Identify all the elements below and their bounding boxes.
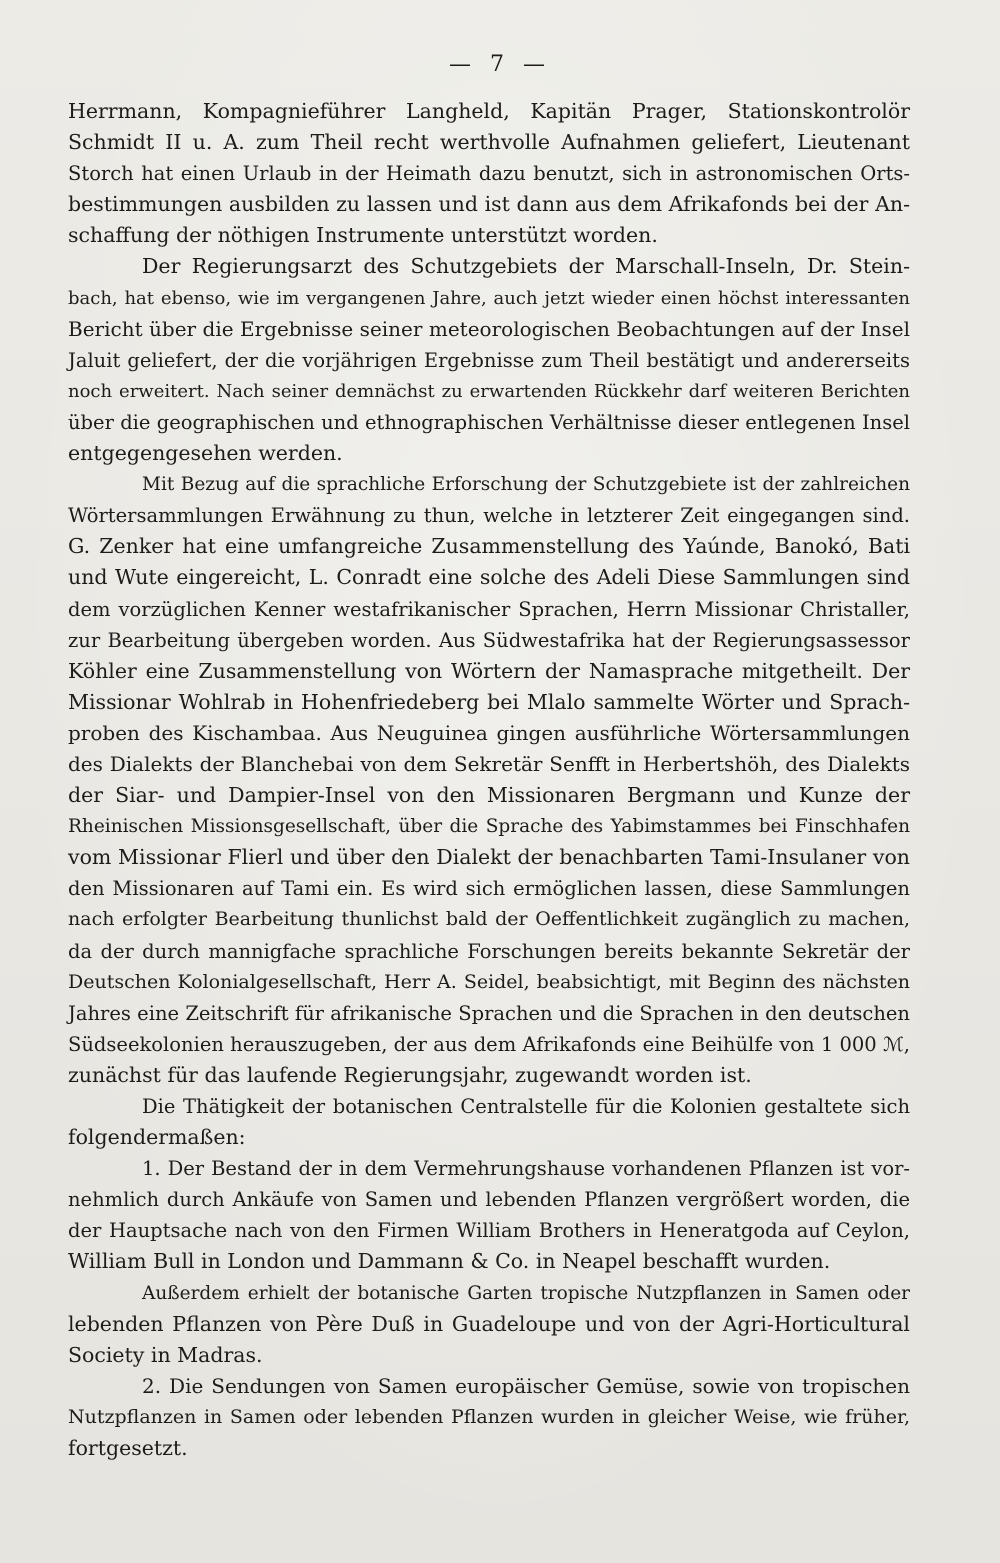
text-line: folgendermaßen: (68, 1125, 246, 1150)
text-line: zunächst für das laufende Regierungsjahr, zugewandt worden ist. (68, 1062, 752, 1087)
text-line: dem vorzüglichen Kenner westafrikanischer Sprachen, Herrn Missionar Christaller, (68, 597, 910, 621)
text-line: Nutzpflanzen in Samen oder lebenden Pflanzen wurden in gleicher Weise, wie früher, (68, 1405, 910, 1428)
text-line: Jaluit geliefert, der die vorjährigen Ergebnisse zum Theil bestätigt und andererseits (68, 348, 910, 372)
text-line: der Hauptsache nach von den Firmen William Brothers in Heneratgoda auf Ceylon, (68, 1219, 910, 1243)
text-line: William Bull in London und Dammann & Co. in Neapel beschafft wurden. (68, 1249, 831, 1274)
text-line: Jahres eine Zeitschrift für afrikanische Sprachen und die Sprachen in den deutschen (68, 1001, 910, 1025)
text-line: zur Bearbeitung übergeben worden. Aus Südwestafrika hat der Regierungsassessor (68, 628, 910, 652)
text-line: nehmlich durch Ankäufe von Samen und lebenden Pflanzen vergrößert worden, die (68, 1188, 910, 1212)
text-line: Köhler eine Zusammenstellung von Wörtern der Namasprache mitgetheilt. Der (68, 658, 910, 683)
text-line: Mit Bezug auf die sprachliche Erforschung der Schutzgebiete ist der zahlreichen (142, 474, 910, 496)
text-line: 2. Die Sendungen von Samen europäischer Gemüse, sowie von tropischen (142, 1373, 910, 1398)
text-line: Missionar Wohlrab in Hohenfriedeberg bei Mlalo sammelte Wörter und Sprach- (68, 689, 910, 714)
text-line: Bericht über die Ergebnisse seiner meteorologischen Beobachtungen auf der Insel (68, 316, 910, 341)
text-line: da der durch mannigfache sprachliche Forschungen bereits bekannte Sekretär der (68, 939, 910, 963)
text-line: entgegengesehen werden. (68, 441, 343, 466)
text-line: Die Thätigkeit der botanischen Centralstelle für die Kolonien gestaltete sich (142, 1095, 910, 1118)
text-line: des Dialekts der Blanchebai von dem Sekretär Senfft in Herbertshöh, des Dialekts (68, 751, 910, 776)
text-line: Schmidt II u. A. zum Theil recht werthvolle Aufnahmen geliefert, Lieutenant (68, 130, 910, 155)
text-line: Rheinischen Missionsgesellschaft, über die Sprache des Yabimstammes bei Finschhafen (68, 816, 910, 838)
text-line: Südseekolonien herauszugeben, der aus dem Afrikafonds eine Beihülfe von 1 000 ℳ, (68, 1032, 910, 1056)
text-line: 1. Der Bestand der in dem Vermehrungshause vorhandenen Pflanzen ist vor- (142, 1157, 910, 1181)
text-line: G. Zenker hat eine umfangreiche Zusammenstellung des Yaúnde, Banokó, Bati (68, 534, 910, 559)
text-line: Außerdem erhielt der botanische Garten tropische Nutzpflanzen in Samen oder (142, 1282, 910, 1304)
text-line: Deutschen Kolonialgesellschaft, Herr A. Seidel, beabsichtigt, mit Beginn des nächsten (68, 970, 910, 993)
text-line: bestimmungen ausbilden zu lassen und ist dann aus dem Afrikafonds bei der An- (68, 192, 910, 217)
text-line: proben des Kischambaa. Aus Neuguinea gingen ausführliche Wörtersammlungen (68, 720, 910, 745)
text-line: den Missionaren auf Tami ein. Es wird sich ermöglichen lassen, diese Sammlungen (68, 877, 910, 901)
text-line: fortgesetzt. (68, 1436, 188, 1461)
text-line: über die geographischen und ethnographischen Verhältnisse dieser entlegenen Insel (68, 410, 910, 434)
text-line: Wörtersammlungen Erwähnung zu thun, welche in letzterer Zeit eingegangen sind. (68, 504, 910, 528)
text-line: nach erfolgter Bearbeitung thunlichst bald der Oeffentlichkeit zugänglich zu machen, (68, 908, 910, 931)
page-number: — 7 — (449, 52, 551, 77)
text-line: Society in Madras. (68, 1342, 263, 1367)
text-line: Storch hat einen Urlaub in der Heimath dazu benutzt, sich in astronomischen Orts- (68, 162, 910, 186)
text-line: noch erweitert. Nach seiner demnächst zu erwartenden Rückkehr darf weiteren Berichten (68, 380, 910, 402)
text-line: der Siar- und Dampier-Insel von den Missionaren Bergmann und Kunze der (68, 783, 910, 808)
text-line: bach, hat ebenso, wie im vergangenen Jahre, auch jetzt wieder einen höchst interessanten (68, 287, 910, 309)
text-line: vom Missionar Flierl und über den Dialekt der benachbarten Tami-Insulaner von (68, 845, 910, 870)
text-line: und Wute eingereicht, L. Conradt eine solche des Adeli Diese Sammlungen sind (68, 565, 910, 590)
text-line: Herrmann, Kompagnieführer Langheld, Kapitän Prager, Stationskontrolör (68, 99, 910, 123)
body-text (68, 96, 910, 1464)
text-line: Der Regierungsarzt des Schutzgebiets der Marschall-Inseln, Dr. Stein- (142, 254, 910, 279)
text-line: lebenden Pflanzen von Père Duß in Guadeloupe und von der Agri-Horticultural (68, 1311, 910, 1336)
text-line: schaffung der nöthigen Instrumente unterstützt worden. (68, 223, 658, 248)
